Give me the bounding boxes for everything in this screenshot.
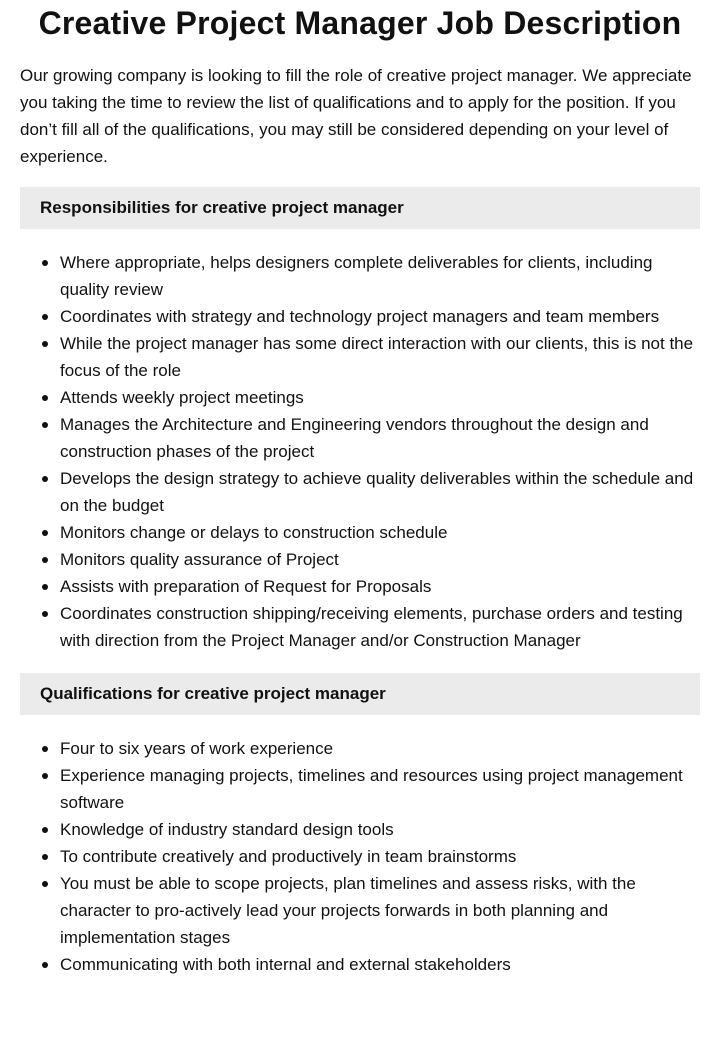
list-item xyxy=(20,303,700,330)
bullet-icon xyxy=(42,881,48,887)
bullet-icon xyxy=(42,422,48,428)
list-item-text: Experience managing projects, timelines and resources using project management software xyxy=(60,766,683,812)
list-item-text: Monitors change or delays to construction schedule xyxy=(60,523,448,542)
list-item-text: Manages the Architecture and Engineering vendors throughout the design and construction phases of the project xyxy=(60,415,649,461)
list-item-text: Where appropriate, helps designers complete deliverables for clients, including quality review xyxy=(60,253,653,299)
qualifications-header xyxy=(20,673,700,715)
list-item xyxy=(20,843,700,870)
list-item xyxy=(20,519,700,546)
list-item-text: Communicating with both internal and external stakeholders xyxy=(60,955,511,974)
list-item xyxy=(20,951,700,978)
page-title: Creative Project Manager Job Description xyxy=(38,5,682,41)
bullet-icon xyxy=(42,557,48,563)
bullet-icon xyxy=(42,962,48,968)
responsibilities-heading: Responsibilities for creative project manager xyxy=(40,198,404,217)
list-item-text: Knowledge of industry standard design tools xyxy=(60,820,394,839)
list-item-text: Develops the design strategy to achieve quality deliverables within the schedule and on the budget xyxy=(60,469,694,515)
list-item-text: You must be able to scope projects, plan timelines and assess risks, with the character to pro-actively lead your projects forwards in both planning and implementation stages xyxy=(60,874,636,947)
list-item-text: Assists with preparation of Request for Proposals xyxy=(60,577,432,596)
bullet-icon xyxy=(42,476,48,482)
responsibilities-list xyxy=(20,249,700,654)
list-item xyxy=(20,573,700,600)
list-item xyxy=(20,870,700,951)
bullet-icon xyxy=(42,314,48,320)
bullet-icon xyxy=(42,530,48,536)
list-item-text: Four to six years of work experience xyxy=(60,739,334,758)
list-item xyxy=(20,249,700,303)
bullet-icon xyxy=(42,341,48,347)
list-item xyxy=(20,411,700,465)
list-item xyxy=(20,600,700,654)
bullet-icon xyxy=(42,260,48,266)
list-item xyxy=(20,762,700,816)
bullet-icon xyxy=(42,395,48,401)
bullet-icon xyxy=(42,584,48,590)
list-item xyxy=(20,735,700,762)
responsibilities-header xyxy=(20,187,700,229)
bullet-icon xyxy=(42,854,48,860)
list-item xyxy=(20,546,700,573)
list-item xyxy=(20,384,700,411)
list-item-text: Attends weekly project meetings xyxy=(60,388,304,407)
qualifications-heading: Qualifications for creative project manager xyxy=(40,684,386,703)
list-item-text: Coordinates construction shipping/receiving elements, purchase orders and testing with direction from the Project Manager and/or Construction Manager xyxy=(60,604,683,650)
list-item xyxy=(20,330,700,384)
intro-paragraph: Our growing company is looking to fill the role of creative project manager. We appreciate you taking the time to review the list of qualifications and to apply for the position. If you don’t fill all of the qualifications, you may still be considered depending on your level of experience. xyxy=(20,66,692,166)
list-item-text: Monitors quality assurance of Project xyxy=(60,550,339,569)
list-item-text: To contribute creatively and productively in team brainstorms xyxy=(60,847,517,866)
bullet-icon xyxy=(42,611,48,617)
list-item xyxy=(20,465,700,519)
bullet-icon xyxy=(42,773,48,779)
list-item-text: Coordinates with strategy and technology project managers and team members xyxy=(60,307,660,326)
bullet-icon xyxy=(42,746,48,752)
list-item-text: While the project manager has some direct interaction with our clients, this is not the focus of the role xyxy=(60,334,694,380)
bullet-icon xyxy=(42,827,48,833)
qualifications-list xyxy=(20,735,700,978)
list-item xyxy=(20,816,700,843)
